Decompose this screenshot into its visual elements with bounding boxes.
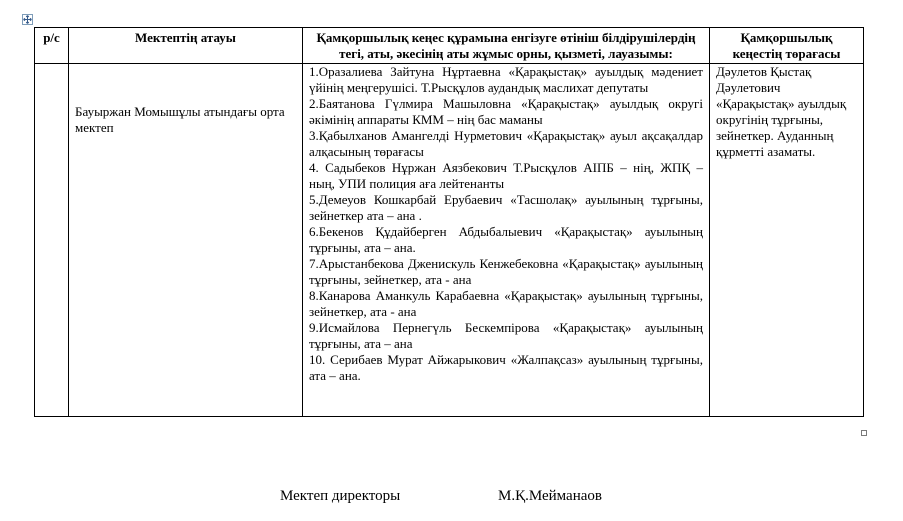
member-item: 9.Исмайлова Пернегүль Бескемпірова «Қарақыстақ» ауылының тұрғыны, ата – ана — [309, 320, 703, 351]
cell-council-chair: Дәулетов Қыстақ Дәулетович «Қарақыстақ» ауылдық округінің тұрғыны, зейнеткер. Ауданның құрметті азаматы. — [710, 64, 864, 417]
table-move-handle[interactable] — [22, 14, 33, 25]
member-item: 6.Бекенов Құдайберген Абдыбалыевич «Қарақыстақ» ауылының тұрғыны, ата – ана. — [309, 224, 703, 255]
header-applicants: Қамқоршылық кеңес құрамына енгізуге өтініш білдірушілердің тегі, аты, әкесінің аты жұмыс орны, қызметі, лауазымы: — [303, 28, 710, 64]
school-name: Бауыржан Момышұлы атындағы орта мектеп — [75, 104, 285, 135]
table-header-row — [35, 28, 864, 64]
member-item: 2.Баятанова Гүлмира Машыловна «Қарақыстақ» ауылдық округі әкімінің аппараты КММ – нің бас маманы — [309, 96, 703, 127]
member-item: 5.Демеуов Кошкарбай Ерубаевич «Тасшолақ» ауылының тұрғыны, зейнеткер ата – ана . — [309, 192, 703, 223]
council-table — [34, 27, 864, 417]
member-item: 8.Канарова Аманкуль Карабаевна «Қарақыстақ» ауылының тұрғыны, зейнеткер, ата - ана — [309, 288, 703, 319]
header-council-chair: Қамқоршылық кеңестің төрағасы — [710, 28, 864, 64]
move-arrows-icon — [23, 15, 32, 24]
member-item: 3.Қабылханов Амангелді Нурметович «Қарақыстақ» ауыл ақсақалдар алқасының төрағасы — [309, 128, 703, 159]
cell-members — [303, 64, 710, 417]
table-resize-handle[interactable] — [861, 430, 867, 436]
header-school-name: Мектептің атауы — [69, 28, 303, 64]
cell-number — [35, 64, 69, 417]
member-item: 4. Садыбеков Нұржан Аязбекович Т.Рысқұлов АІПБ – нің, ЖПҚ – ның, УПИ полиция аға лейтенанты — [309, 160, 703, 191]
member-item: 1.Оразалиева Зайтуна Нұртаевна «Қарақыстақ» ауылдық мәдениет үйінің меңгерушісі. Т.Рысқұлов аудандық маслихат депутаты — [309, 64, 703, 95]
signature-title: Мектеп директоры — [280, 488, 401, 504]
member-item: 10. Серибаев Мурат Айжарыкович «Жалпақсаз» ауылының тұрғыны, ата – ана. — [309, 352, 703, 383]
signature-name: М.Қ.Мейманаов — [498, 488, 602, 504]
cell-school-name — [69, 64, 303, 417]
header-number: р/с — [35, 28, 69, 64]
table-row — [35, 64, 864, 417]
member-item: 7.Арыстанбекова Дженискуль Кенжебековна «Қарақыстақ» ауылының тұрғыны, зейнеткер, ата - ана — [309, 256, 703, 287]
